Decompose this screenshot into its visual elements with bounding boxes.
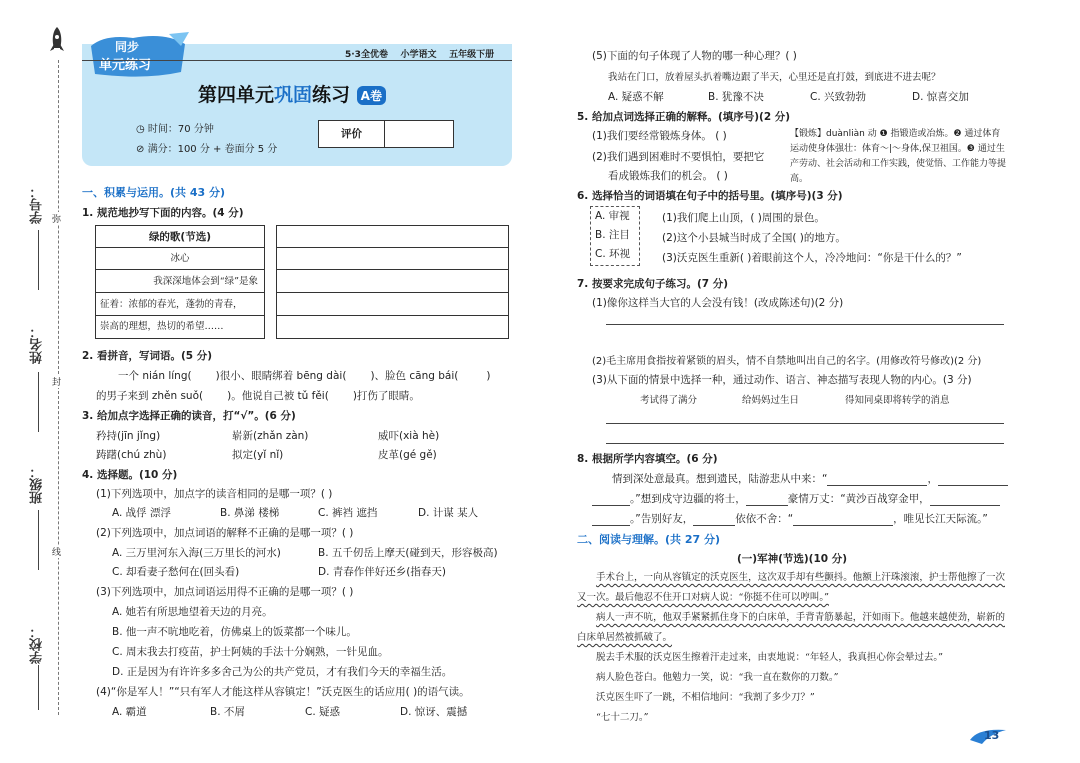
clock-icon: ◷ [136, 124, 145, 135]
q5-item: 看成锻炼我们的机会。 ( ) [608, 170, 728, 182]
class-label: 班级： [30, 465, 45, 504]
q4-option[interactable]: B. 不屑 [210, 706, 245, 718]
q4-option[interactable]: B. 他一声不吭地吃着，仿佛桌上的饭菜都一个味儿。 [112, 626, 357, 638]
q3-option[interactable]: 皮革(gé gě) [378, 449, 437, 461]
q2-text: )很小、眼睛绑着 bēng dài( [215, 370, 347, 382]
answer-line[interactable] [606, 443, 1004, 444]
q7-1-stem: (1)像你这样当大官的人会没有钱！(改成陈述句)(2 分) [592, 297, 844, 309]
q4-title: 4. 选择题。(10 分) [82, 469, 178, 481]
page-number: 13 [984, 729, 1000, 742]
q4-option[interactable]: A. 战俘 漂浮 [112, 507, 172, 519]
seal-char: 线 [52, 545, 61, 558]
q2-text: )、脸色 cāng bái( [370, 370, 459, 382]
title-highlight: 巩固 [274, 84, 313, 106]
subject: 小学语文 [400, 50, 437, 60]
q8-text: 豪情万丈：“黄沙百战穿金甲， [787, 493, 930, 505]
q6-sentence: (3)沃克医生重新( )着眼前这个人，冷冷地问：“你是干什么的？” [662, 252, 962, 264]
q5-item: (1)我们要经常锻炼身体。 ( ) [592, 130, 727, 142]
q4-5-sentence: 我站在门口，放着屋头扒着嘴边跟了半天，心里还是直打鼓，到底进不进去呢？ [608, 72, 941, 83]
word-bank-item: A. 审视 [595, 210, 630, 222]
q8-text: 依依不舍：“ [735, 513, 794, 525]
student-id-field[interactable] [38, 230, 39, 290]
school-label: 学校： [30, 625, 45, 664]
reading-text: 手术台上，一向从容镇定的沃克医生，这次双手却有些颤抖。他额上汗珠滚滚，护士帮他擦了一次又一次。最后他忍不住开口对病人说：“你挺不住可以哼叫。” [577, 572, 1005, 603]
poem-line: 冰心 [96, 248, 264, 270]
q7-title: 7. 按要求完成句子练习。(7 分) [577, 278, 729, 290]
paper-badge: A卷 [357, 86, 386, 105]
name-label: 姓名： [30, 325, 45, 364]
score-row [136, 140, 277, 155]
q2-text: ) [486, 370, 491, 382]
q4-option[interactable]: C. 疑惑 [305, 706, 341, 718]
reading-title: (一)军神(节选)(10 分) [736, 553, 848, 565]
q1-title: 1. 规范地抄写下面的内容。(4 分) [82, 207, 244, 219]
grade-input[interactable] [387, 121, 453, 147]
reading-paragraph: 病人脸色苍白。他勉力一笑，说：“我一直在数你的刀数。” [596, 672, 839, 683]
q4-option[interactable]: C. 兴致勃勃 [810, 91, 867, 103]
score-text: 满分：100 分 + 卷面分 5 分 [147, 144, 278, 155]
title-tail: 练习 [312, 84, 351, 106]
poem-line: 征着：浓郁的春光，蓬勃的青春， [96, 293, 264, 316]
q4-option[interactable]: B. 鼻涕 楼梯 [220, 507, 280, 519]
q7-3-option[interactable]: 考试得了满分 [640, 395, 698, 406]
q6-title: 6. 选择恰当的词语填在句子中的括号里。(填序号)(3 分) [577, 190, 843, 202]
q3-option[interactable]: 矜持(jīn jǐng) [96, 430, 161, 442]
q4-2-stem: (2)下列选项中，加点词语的解释不正确的是哪一项？( ) [96, 527, 354, 539]
page-number-badge [968, 726, 1008, 746]
series-line [345, 47, 494, 60]
q8-line1 [612, 471, 1008, 486]
check-circle-icon: ⊘ [136, 144, 145, 155]
blank[interactable] [592, 494, 630, 506]
part2-heading: 二、阅读与理解。(共 27 分) [577, 533, 721, 546]
q4-option[interactable]: B. 五千仞岳上摩天(碰到天，形容极高) [318, 547, 498, 559]
q2-text: )。他说自己被 tǔ fěi( [227, 390, 329, 402]
q2-title: 2. 看拼音，写词语。(5 分) [82, 350, 213, 362]
blank[interactable] [938, 474, 1008, 486]
blank[interactable] [693, 514, 735, 526]
badge-line1: 同步 [115, 40, 140, 54]
poem-line: 崇高的理想，热切的希望…… [100, 321, 224, 332]
poem-line: 我深深地体会到“绿”是象 [96, 270, 264, 293]
q7-3-option[interactable]: 给妈妈过生日 [742, 395, 800, 406]
q7-3-option[interactable]: 得知同桌即将转学的消息 [845, 395, 950, 406]
q4-option[interactable]: C. 周末我去打疫苗，护士阿姨的手法十分娴熟，一针见血。 [112, 646, 389, 658]
answer-line[interactable] [606, 324, 1004, 325]
q8-text: 。”想到戍守边疆的将士， [630, 493, 746, 505]
q4-option[interactable]: A. 她若有所思地望着天边的月亮。 [112, 606, 273, 618]
q4-1-stem: (1)下列选项中，加点字的读音相同的是哪一项？( ) [96, 488, 333, 500]
word-bank [590, 206, 640, 266]
q8-title: 8. 根据所学内容填空。(6 分) [577, 453, 718, 465]
q4-option[interactable]: C. 却看妻子愁何在(回头看) [112, 566, 240, 578]
name-field[interactable] [38, 372, 39, 432]
q2-line1 [118, 368, 490, 383]
q4-option[interactable]: D. 正是因为有许许多多舍己为公的共产党员，才有我们今天的幸福生活。 [112, 666, 453, 678]
q5-item: (2)我们遇到困难时不要惧怕，要把它 [592, 151, 765, 163]
blank[interactable] [793, 514, 893, 526]
q3-option[interactable]: 踌躇(chú zhù) [96, 449, 167, 461]
q5-title: 5. 给加点词选择正确的解释。(填序号)(2 分) [577, 111, 791, 123]
blank[interactable] [827, 474, 927, 486]
q4-option[interactable]: B. 犹豫不决 [708, 91, 764, 103]
poem-title: 绿的歌(节选) [96, 226, 264, 248]
q4-option[interactable]: D. 计谋 某人 [418, 507, 479, 519]
q4-3-stem: (3)下列选项中，加点词语运用得不正确的是哪一项？( ) [96, 586, 354, 598]
q3-option[interactable]: 崭新(zhǎn zàn) [232, 430, 309, 442]
word-bank-item: C. 环视 [595, 248, 631, 260]
reading-paragraph: “七十二刀。” [596, 712, 649, 723]
title-text: 第四单元 [198, 84, 275, 106]
q2-text: 一个 nián líng( [118, 370, 192, 382]
q6-sentence: (2)这个小县城当时成了全国( )的地方。 [662, 232, 846, 244]
seal-char: 弥 [52, 212, 61, 225]
seal-char: 封 [52, 375, 61, 388]
q8-text: ，唯见长江天际流。” [893, 513, 988, 525]
copy-box[interactable] [276, 225, 509, 339]
unit-badge [85, 30, 193, 82]
q8-text: ， [927, 473, 938, 485]
q8-text: 情到深处意最真。想到遗民，陆游悲从中来：“ [612, 473, 828, 485]
q3-option[interactable]: 拟定(yǐ nǐ) [232, 449, 284, 461]
series-name: 5·3全优卷 [345, 50, 388, 60]
answer-line[interactable] [606, 423, 1004, 424]
blank[interactable] [930, 494, 1000, 506]
binding-strip [0, 0, 80, 763]
q8-line3 [592, 511, 988, 526]
q3-title: 3. 给加点字选择正确的读音，打“√”。(6 分) [82, 410, 296, 422]
reading-paragraph: 脱去手术服的沃克医生擦着汗走过来，由衷地说：“年轻人，我真担心你会晕过去。” [596, 652, 943, 663]
q7-3-stem: (3)从下面的情景中选择一种，通过动作、语言、神态描写表现人物的内心。(3 分) [592, 374, 972, 386]
reading-text: 病人一声不吭，他双手紧紧抓住身下的白床单，手背青筋暴起，汗如雨下。他越来越使劲，崭新的白床单居然被抓破了。 [577, 612, 1005, 643]
q4-4-stem: (4)“你是军人！”“只有军人才能这样从容镇定！”沃克医生的话应用( )的语气读。 [96, 686, 470, 698]
rocket-icon [48, 26, 66, 56]
q4-option[interactable]: A. 疑惑不解 [608, 91, 664, 103]
q4-option[interactable]: C. 裤裆 遮挡 [318, 507, 378, 519]
grade: 五年级下册 [449, 50, 495, 60]
blank[interactable] [746, 494, 788, 506]
reading-paragraph [577, 568, 1005, 608]
q4-5-stem: (5)下面的句子体现了人物的哪一种心理？( ) [592, 50, 797, 62]
q4-option[interactable]: D. 惊喜交加 [912, 91, 969, 103]
poem-box [95, 225, 265, 339]
word-bank-item: B. 注目 [595, 229, 630, 241]
q2-line2 [96, 388, 420, 403]
q8-line2 [592, 491, 1000, 506]
blank[interactable] [592, 514, 630, 526]
dictionary-definition: 【锻炼】duànliàn 动 ❶ 指锻造或冶炼。❷ 通过体育运动使身体强壮：体育～|～身体,保卫祖国。❸ 通过生产劳动、社会活动和工作实践，使觉悟、工作能力等提高。 [790, 129, 1007, 184]
part1-heading: 一、积累与运用。(共 43 分) [82, 186, 226, 199]
q7-2-stem: (2)毛主席用食指按着紧锁的眉头，情不自禁地叫出自己的名字。(用修改符号修改)(2 分) [592, 356, 982, 367]
time-row [136, 120, 214, 135]
reading-paragraph [577, 608, 1005, 648]
q3-option[interactable]: 威吓(xià hè) [378, 430, 440, 442]
q2-text: )打伤了眼睛。 [352, 390, 420, 402]
q2-text: 的男子来到 zhěn suǒ( [96, 390, 204, 402]
q4-option[interactable]: A. 霸道 [112, 706, 147, 718]
q4-option[interactable]: A. 三万里河东入海(三万里长的河水) [112, 547, 281, 559]
time-text: 时间：70 分钟 [147, 124, 214, 135]
grade-box [318, 120, 454, 148]
grade-label: 评价 [319, 121, 385, 147]
student-id-label: 学号： [30, 185, 45, 224]
page-title [198, 80, 386, 107]
q6-sentence: (1)我们爬上山顶，( )周围的景色。 [662, 212, 825, 224]
header-rule [82, 60, 512, 61]
q4-option[interactable]: D. 青春作伴好还乡(指春天) [318, 566, 446, 578]
q8-text: 。”告别好友， [630, 513, 694, 525]
class-field[interactable] [38, 510, 39, 570]
badge-line2: 单元练习 [99, 58, 152, 73]
q4-option[interactable]: D. 惊讶、震撼 [400, 706, 468, 718]
reading-paragraph: 沃克医生吓了一跳，不相信地问：“我割了多少刀？” [596, 692, 815, 703]
school-field[interactable] [38, 665, 39, 710]
